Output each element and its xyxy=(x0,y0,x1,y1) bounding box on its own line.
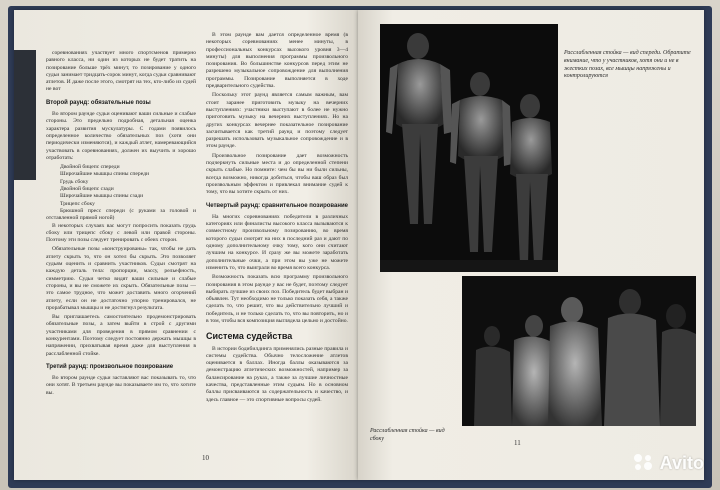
heading-round-4: Четвертый раунд: сравнительное позирование xyxy=(206,202,349,209)
paragraph: Обязательные позы «конструированы» так, чтобы не дать атлету скрыть то, что он хотел бы скрыть. Это позволяет судьям оценить и сравнить участников. Судьи смотрят на каждую деталь тела: пропорции, массу, рельефность, симметрию. Судьи четко видят ваши сильные и слабые стороны, и вы не сможете их скрыть. Обязательные позы — это самое трудное, что может доставить много огорчений атлету, если он не достаточно упорно тренировался, не прорабатывал мышцы и не достигнул результата. xyxy=(46,246,196,311)
pose-item: Грудь сбоку xyxy=(60,178,89,185)
pose-item: Широчайшие мышцы спины сзади xyxy=(60,193,144,200)
bodybuilders-side-figures xyxy=(462,276,696,426)
pose-item: Двойной бицепс сзади xyxy=(60,186,114,193)
paragraph: Во втором раунде судьи заставляют вас показывать то, что они хотят. В третьем раунде вы показываете им то, что хотите вы. xyxy=(46,375,196,396)
paragraph: В некоторых случаях вас могут попросить показать грудь сбоку или трицепс сбоку с левой или правой стороны. Поэтому эти позы следует тренировать с обеих сторон. xyxy=(46,222,196,244)
pose-item: Двойной бицепс спереди xyxy=(60,164,120,171)
pose-item: Трицепс сбоку xyxy=(60,200,95,207)
photo-relaxed-stance-front xyxy=(380,24,558,272)
paragraph: Возможность показать всю программу произвольного позирования в этом раунде у вас не будет, поэтому следует выбирать лучшие из своих поз. Победитель будет выбран и объявлен. Тут необходимо не только показать себя, а также сделать то, что решит, что вы действительно лучший и победитель, и не только сделать то, что вы повторить, но и в том, чтобы вся композиция выглядела цельно и достойно. xyxy=(206,274,348,324)
left-page xyxy=(14,10,358,480)
heading-judging-system: Система судейства xyxy=(206,331,293,342)
paragraph: В этом раунде вам дается определенное время (в некоторых соревнованиях менее минуты, в профессиональных конкурсах высокого уровня 3—4 минуты) для выполнения программы произвольного позирования. Во большинстве конкурсов перед этим не разрешено музыкальное сопровождение для выполнения программы. Позирование выполняется в ходе предварительного судейства. xyxy=(206,32,348,90)
page-number-left: 10 xyxy=(202,454,209,462)
pose-item: Брюшной пресс спереди (с руками за головой и отставленной прямой ногой) xyxy=(46,207,196,222)
avito-dots-icon xyxy=(633,453,655,471)
paragraph: Произвольное позирование дает возможность подчеркнуть сильные места и до определенной степени скрыть слабые. Но помните: чем бы вы ни были сильны, всегда возможно, никогда добиться, чтобы ваш образ был произвольным эффектом и привлекал внимание судей к тому, что вы хотите скрыть от них. xyxy=(206,152,348,196)
right-page xyxy=(358,10,704,480)
caption-front: Расслабленная стойка — вид спереди. Обратите внимание, что у участников, хотя они и не в жестких позах, все мышцы напряжены и контролируются xyxy=(564,50,691,80)
paragraph: Поскольку этот раунд является самым важным, вам стоит заранее приготовить музыку на вечерних выступлениях: участники выступают в более не нужно приготовить музыку на вечерних выступлениях. Но на других конкурсах вечернее показательное позирование засчитывается как третий раунд и поэтому следует разрешать использовать музыкальное сопровождение и в этом раунде. xyxy=(206,92,348,150)
paragraph: В истории бодибилдинга применялись разные правила и системы судейства. Обычно телосложение атлетов оценивается в баллах. Иногда баллы оказываются за демонстрацию атлетических возможностей, например за балансирование на руках, а также за лучшие личностные качества, представленные этим судьям. Но в основном баллы присваиваются за содержательность и качество, и здесь главное — это спортивные вопросы судей. xyxy=(206,345,348,403)
page-number-right: 11 xyxy=(514,439,521,447)
pose-item: Широчайшие мышцы спины спереди xyxy=(60,171,149,178)
photo-relaxed-stance-side xyxy=(462,276,696,426)
avito-watermark-logo xyxy=(633,453,704,474)
poses-list xyxy=(46,164,196,222)
intro-paragraph: соревнованиях участвует много спортсменов примерно равного класса, ни один из которых не будет тратить на позирование больше трёх минут, то позирование у одного судьи занимает тридцать-сорок минут, когда судьи сравнивают атлетов. И даже после этого, смотрят на тех, кто-либо из судей не вот xyxy=(46,50,196,93)
paragraph: Во втором раунде судьи оценивают ваши сильные и слабые стороны. Это предельно подробная, детальная оценка характера развития мускулатуры. С годами появилось определенное количество обязательных поз (хотя они периодически изменяются), и каждый атлет, намеревающийся участвовать в соревнованиях, должен их выучить и хорошо отработать: xyxy=(46,111,196,161)
left-text-column-1 xyxy=(46,50,196,399)
dark-edge-strip xyxy=(14,50,36,180)
paragraph: Вы приглашаетесь самостоятельно продемонстрировать обязательные позы, а затем выйти в строй с другими участниками для проведения в прямом сравнении с конкурентами. Поэтому следует постоянно держать мышцы в напряжении, прихватывая время даже для выступления в расслабленной стойке. xyxy=(46,314,196,357)
paragraph: На многих соревнованиях победители в различных категориях или финалисты высокого класса вызываются к совместному произвольному позированию, во время которого судьи смотрят на них в последний раз и дают по одному дополнительному очку тому, кого они считают лучшим на конкурсе. И сразу же вы можете заработать дополнительные очки, а при этом вы уже не можете изменить то, что выиграли во время всего конкурса. xyxy=(206,213,348,271)
left-text-column-2 xyxy=(206,32,348,406)
bodybuilders-front-figures xyxy=(380,24,558,272)
heading-round-2: Второй раунд: обязательные позы xyxy=(46,99,151,106)
avito-brand-text: Avito xyxy=(659,453,704,473)
heading-round-3: Третий раунд: произвольное позирование xyxy=(46,363,174,370)
caption-side: Расслабленная стойка — вид сбоку xyxy=(370,428,445,442)
